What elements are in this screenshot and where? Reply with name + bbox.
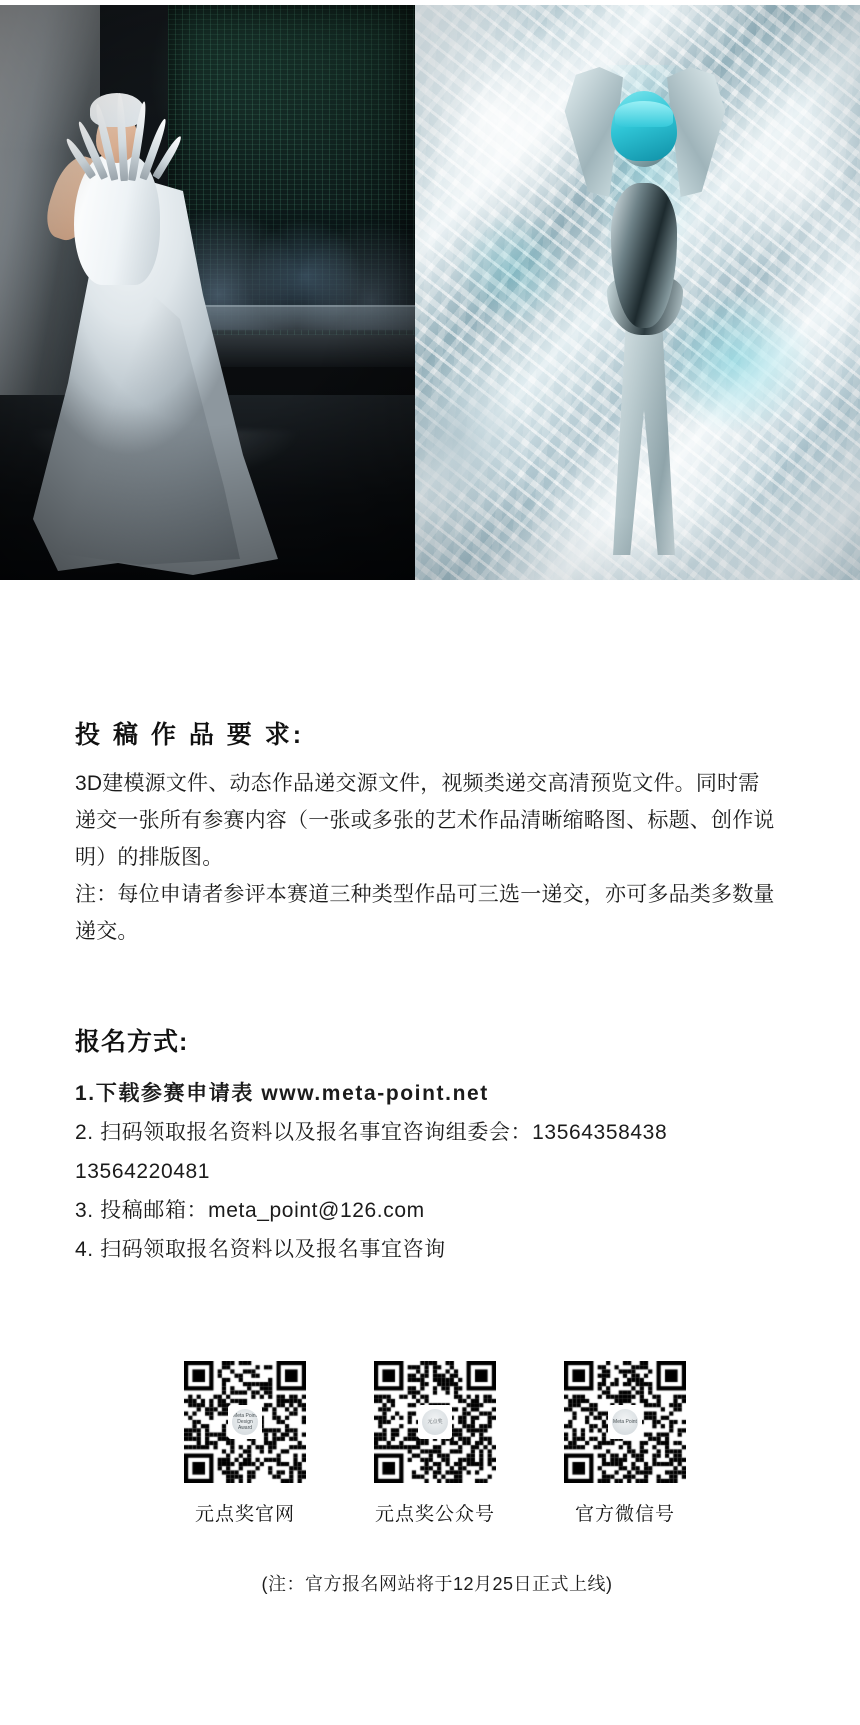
qr-wechat-official-account-label: 元点奖公众号 — [374, 1504, 495, 1525]
qr-official-website-label: 元点奖官网 — [194, 1504, 295, 1525]
submission-line: 注：每位申请者参评本赛道三种类型作品可三选一递交，亦可多品类多数量 — [75, 883, 775, 906]
left-photo-vignette — [0, 5, 415, 580]
signup-item-download-form[interactable]: 1.下载参赛申请表 www.meta-point.net — [75, 1082, 489, 1105]
qr-wechat-id[interactable] — [564, 1361, 686, 1526]
qr-wechat-id-image[interactable] — [564, 1361, 686, 1483]
qr-code-row — [0, 1361, 860, 1526]
qr-wechat-official-account[interactable] — [374, 1361, 496, 1526]
website-launch-footnote: (注：官方报名网站将于12月25日正式上线) — [261, 1574, 613, 1594]
right-photo-vignette — [415, 5, 860, 580]
qr-official-website[interactable] — [184, 1361, 306, 1526]
qr-official-website-image[interactable] — [184, 1361, 306, 1483]
submission-line: 3D建模源文件、动态作品递交源文件，视频类递交高清预览文件。同时需 — [75, 772, 760, 795]
signup-item-committee-phones: 2. 扫码领取报名资料以及报名事宜咨询组委会：13564358438 13564220481 — [75, 1121, 668, 1183]
submission-line: 递交一张所有参赛内容（一张或多张的艺术作品清晰缩略图、标题、创作说 — [75, 809, 775, 832]
qr-center-logo — [228, 1405, 262, 1439]
qr-center-logo — [418, 1405, 452, 1439]
hero-image-right — [415, 5, 860, 580]
submission-requirements-title: 投 稿 作 品 要 求: — [75, 721, 305, 749]
poster-content — [0, 580, 860, 1596]
signup-title: 报名方式: — [75, 1028, 189, 1056]
signup-list — [75, 1074, 785, 1269]
qr-wechat-id-label: 官方微信号 — [574, 1504, 675, 1525]
signup-section — [0, 1022, 860, 1269]
hero-image-pair — [0, 5, 860, 580]
signup-item-scan-qr: 4. 扫码领取报名资料以及报名事宜咨询 — [75, 1238, 446, 1261]
submission-requirements-section — [0, 715, 860, 950]
qr-center-logo-text: Meta Point Design Award — [232, 1409, 258, 1435]
hero-image-left — [0, 5, 415, 580]
submission-line: 递交。 — [75, 920, 139, 943]
signup-item-email[interactable]: 3. 投稿邮箱：meta_point@126.com — [75, 1199, 425, 1222]
submission-line: 明）的排版图。 — [75, 846, 224, 869]
qr-center-logo-text: Meta Point — [612, 1409, 638, 1435]
qr-center-logo-text: 元点奖 — [422, 1409, 448, 1435]
qr-center-logo — [608, 1405, 642, 1439]
qr-wechat-official-account-image[interactable] — [374, 1361, 496, 1483]
submission-requirements-body — [75, 765, 785, 950]
